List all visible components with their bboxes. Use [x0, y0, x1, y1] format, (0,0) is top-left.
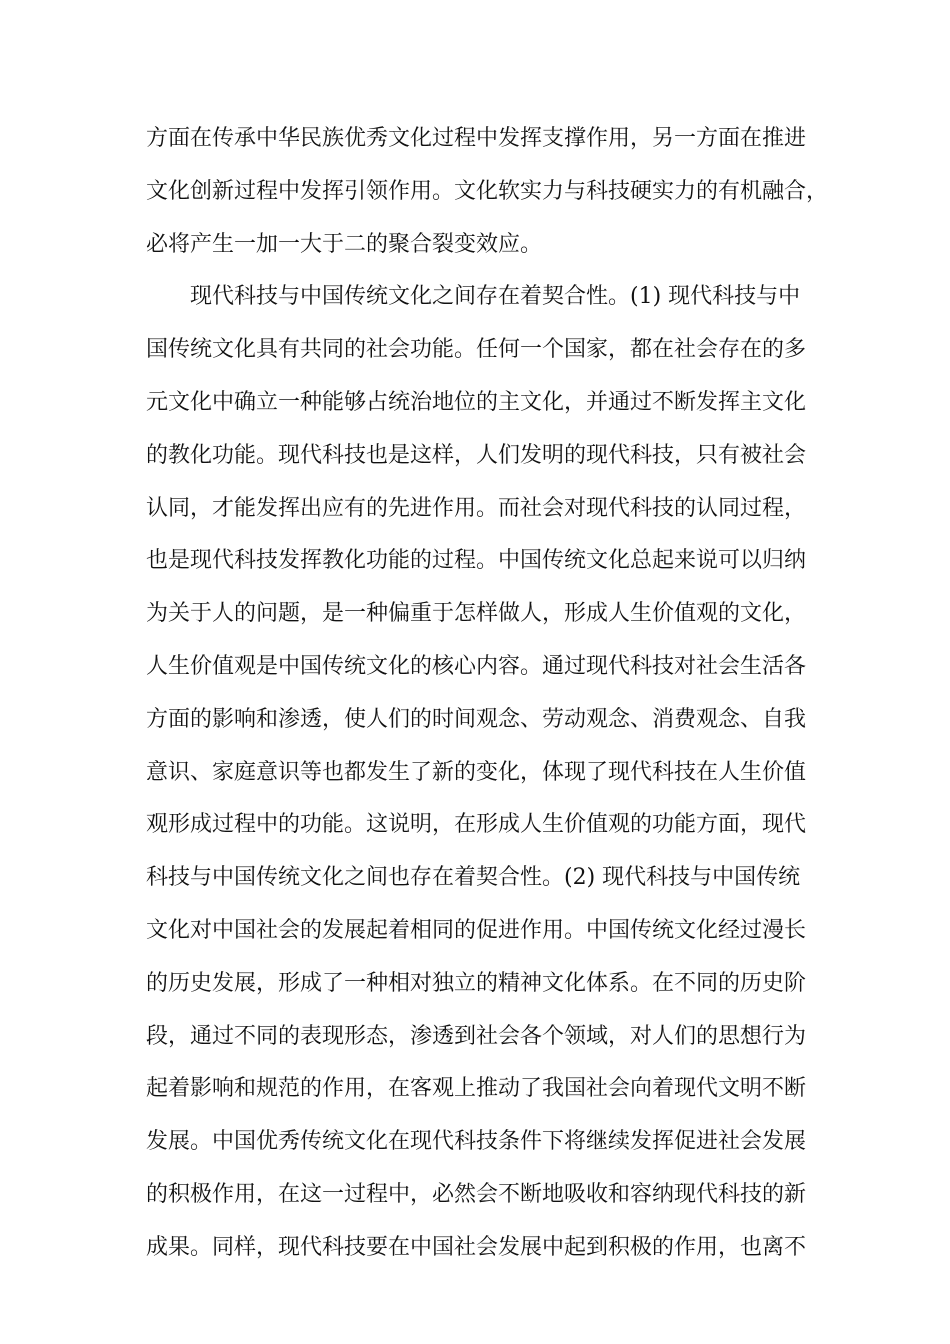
text-line: 文化创新过程中发挥引领作用。文化软实力与科技硬实力的有机融合， — [146, 178, 829, 204]
text-line: 人生价值观是中国传统文化的核心内容。通过现代科技对社会生活各 — [146, 653, 807, 679]
text-line: 观形成过程中的功能。这说明，在形成人生价值观的功能方面，现代 — [146, 812, 807, 838]
text-line: 的教化功能。现代科技也是这样，人们发明的现代科技，只有被社会 — [146, 442, 807, 468]
text-line: 方面在传承中华民族优秀文化过程中发挥支撑作用，另一方面在推进 — [146, 126, 807, 151]
body-text — [146, 113, 829, 1275]
text-line: 国传统文化具有共同的社会功能。任何一个国家，都在社会存在的多 — [146, 337, 807, 363]
text-line: 元文化中确立一种能够占统治地位的主文化，并通过不断发挥主文化 — [146, 389, 807, 415]
text-line: 认同，才能发挥出应有的先进作用。而社会对现代科技的认同过程， — [146, 495, 807, 521]
text-line: 的历史发展，形成了一种相对独立的精神文化体系。在不同的历史阶 — [146, 970, 807, 996]
text-line: 现代科技与中国传统文化之间存在着契合性。(1) 现代科技与中 — [146, 284, 801, 310]
text-line: 也是现代科技发挥教化功能的过程。中国传统文化总起来说可以归纳 — [146, 548, 807, 574]
text-line: 起着影响和规范的作用，在客观上推动了我国社会向着现代文明不断 — [146, 1076, 807, 1102]
text-line: 成果。同样，现代科技要在中国社会发展中起到积极的作用，也离不 — [146, 1234, 807, 1260]
text-line: 的积极作用，在这一过程中，必然会不断地吸收和容纳现代科技的新 — [146, 1181, 807, 1207]
text-line: 方面的影响和渗透，使人们的时间观念、劳动观念、消费观念、自我 — [146, 706, 807, 732]
text-line: 必将产生一加一大于二的聚合裂变效应。 — [146, 231, 543, 257]
text-line: 发展。中国优秀传统文化在现代科技条件下将继续发挥促进社会发展 — [146, 1129, 807, 1155]
text-line: 意识、家庭意识等也都发生了新的变化，体现了现代科技在人生价值 — [146, 759, 807, 785]
text-line: 为关于人的问题，是一种偏重于怎样做人，形成人生价值观的文化， — [146, 601, 807, 627]
text-line: 科技与中国传统文化之间也存在着契合性。(2) 现代科技与中国传统 — [146, 865, 801, 891]
text-line: 文化对中国社会的发展起着相同的促进作用。中国传统文化经过漫长 — [146, 917, 807, 943]
text-line: 段，通过不同的表现形态，渗透到社会各个领域，对人们的思想行为 — [146, 1023, 807, 1049]
